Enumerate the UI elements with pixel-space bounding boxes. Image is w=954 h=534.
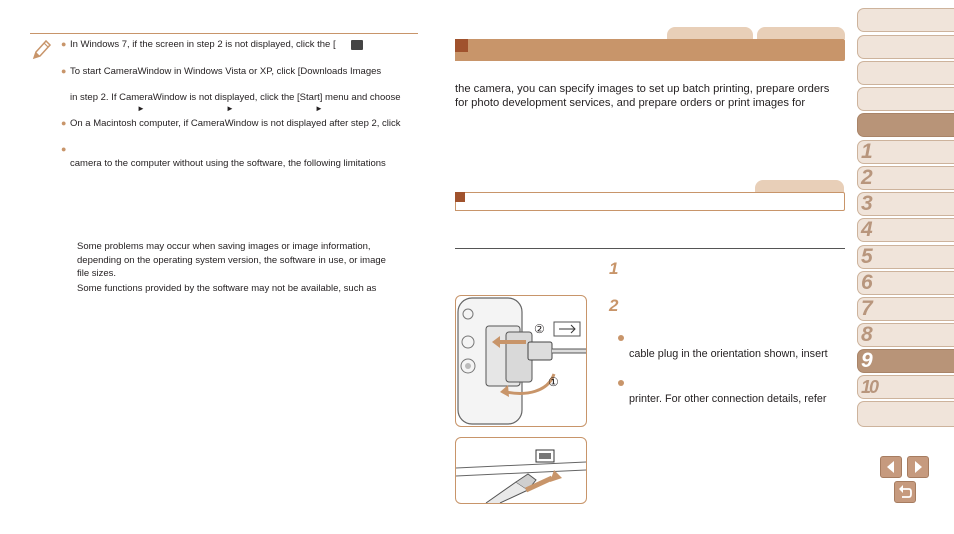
note-camera-line: camera to the computer without using the software, the following limitations (70, 158, 386, 169)
chapter-number-active: 9 (861, 349, 873, 372)
chapter-number: 7 (861, 297, 873, 320)
menu-arrow: ► (137, 104, 145, 113)
step2-bullet-2: printer. For other connection details, refer (629, 393, 827, 405)
section-title-bar (455, 39, 845, 61)
chapter-number: 8 (861, 323, 873, 346)
bullet-dot: ● (61, 118, 67, 128)
header-tab (757, 27, 845, 39)
divider (455, 248, 845, 249)
note-bullet-3: On a Macintosh computer, if CameraWindow is not displayed after step 2, click (70, 118, 401, 129)
subheader-tab (755, 180, 844, 192)
sidebar-tab-blank[interactable] (857, 401, 954, 427)
chapter-number: 2 (861, 166, 873, 189)
chapter-number: 1 (861, 140, 873, 163)
limitation-line-2: depending on the operating system version, the software in use, or image (77, 255, 386, 266)
menu-arrow: ► (315, 104, 323, 113)
step-number-2: 2 (609, 296, 619, 315)
sidebar-tab-blank[interactable] (857, 35, 954, 59)
menu-arrow: ► (226, 104, 234, 113)
figure-label-1: ① (548, 375, 559, 389)
chapter-number: 4 (861, 218, 873, 241)
subsection-title-square (455, 192, 465, 202)
camera-connection-figure (455, 295, 587, 427)
chapter-number: 10 (861, 377, 878, 397)
chapter-number: 6 (861, 271, 873, 294)
chapter-number: 5 (861, 245, 873, 268)
sidebar-tab-current-section[interactable] (857, 113, 954, 137)
subsection-title-bar (455, 192, 845, 211)
return-button[interactable] (894, 481, 916, 503)
bullet-dot (618, 335, 624, 341)
intro-line-1: the camera, you can specify images to set up batch printing, prepare orders (455, 83, 830, 95)
bullet-dot: ● (61, 144, 67, 154)
sidebar-tab-blank[interactable] (857, 61, 954, 85)
sidebar-tab-blank[interactable] (857, 8, 954, 32)
figure-label-2: ② (534, 322, 545, 336)
limitation-line-1: Some problems may occur when saving images or image information, (77, 241, 371, 252)
next-page-icon (908, 457, 928, 477)
bullet-dot: ● (61, 66, 67, 76)
note-step2-line: in step 2. If CameraWindow is not displayed, click the [Start] menu and choose (70, 92, 401, 103)
limitation-line-3: file sizes. (77, 268, 117, 279)
bullet-dot: ● (61, 39, 67, 49)
pencil-note-icon (30, 38, 52, 62)
camera-window-icon (351, 40, 363, 50)
top-rule (30, 33, 418, 34)
intro-line-2: for photo development services, and prepare orders or print images for (455, 97, 806, 109)
note-bullet-1: In Windows 7, if the screen in step 2 is not displayed, click the [ (70, 39, 336, 50)
limitation-line-4: Some functions provided by the software may not be available, such as (77, 283, 377, 294)
prev-page-button[interactable] (880, 456, 902, 478)
bullet-dot (618, 380, 624, 386)
prev-page-icon (881, 457, 901, 477)
chapter-number: 3 (861, 192, 873, 215)
note-bullet-2: To start CameraWindow in Windows Vista or XP, click [Downloads Images (70, 66, 382, 77)
step-number-1: 1 (609, 259, 619, 278)
next-page-button[interactable] (907, 456, 929, 478)
step2-bullet-1: cable plug in the orientation shown, insert (629, 348, 828, 360)
sidebar-tab-blank[interactable] (857, 87, 954, 111)
printer-connection-figure (455, 437, 587, 504)
return-icon (895, 482, 915, 502)
section-title-square (455, 39, 468, 52)
header-tab (667, 27, 753, 39)
